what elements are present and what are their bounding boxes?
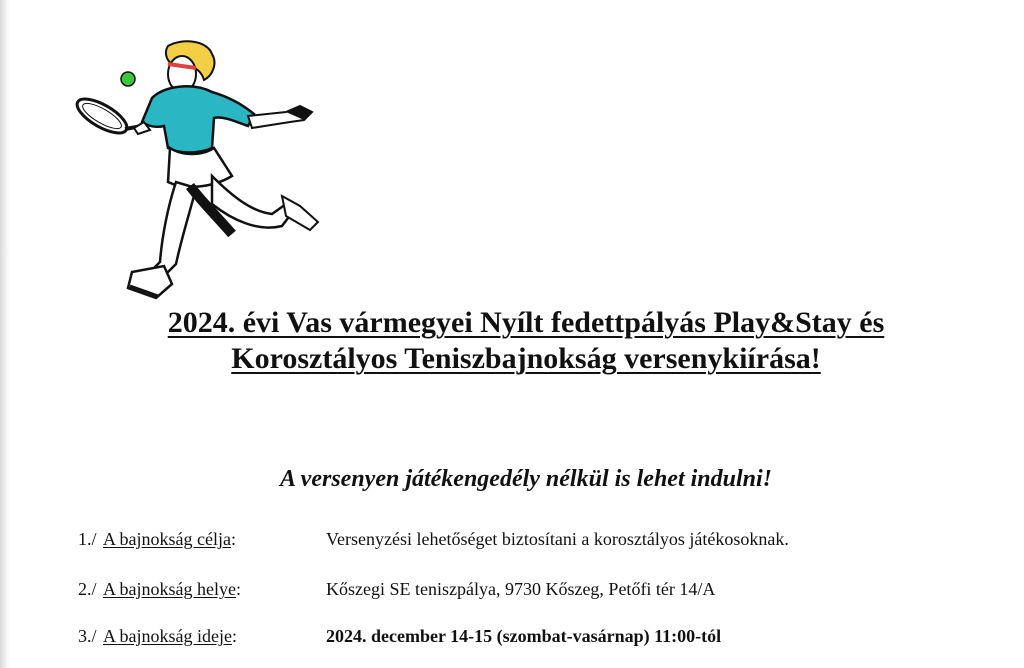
- item-label: A bajnokság célja:: [103, 529, 236, 549]
- item-value: Versenyzési lehetőséget biztosítani a korosztályos játékosoknak.: [326, 529, 789, 549]
- tennis-ball-icon: [121, 72, 135, 86]
- title-line-1: 2024. évi Vas vármegyei Nyílt fedettpályás Play&Stay és: [167, 306, 885, 339]
- page-title: [60, 305, 992, 377]
- item-value: 2024. december 14-15 (szombat-vasárnap) 11:00-tól: [326, 626, 722, 646]
- title-line-2: Korosztályos Teniszbajnokság versenykiírása!: [231, 342, 821, 375]
- item-label: A bajnokság helye:: [103, 579, 241, 599]
- item-number: 1./: [78, 529, 97, 549]
- item-number: 3./: [78, 626, 97, 646]
- tennis-player-illustration: [72, 36, 332, 302]
- item-value: Kőszegi SE teniszpálya, 9730 Kőszeg, Petőfi tér 14/A: [326, 579, 716, 599]
- page-edge-shadow: [0, 0, 10, 668]
- license-notice: A versenyen játékengedély nélkül is lehet indulni!: [280, 466, 772, 492]
- item-number: 2./: [78, 579, 97, 599]
- item-label: A bajnokság ideje:: [103, 626, 237, 646]
- tennis-racket-icon: [72, 92, 142, 139]
